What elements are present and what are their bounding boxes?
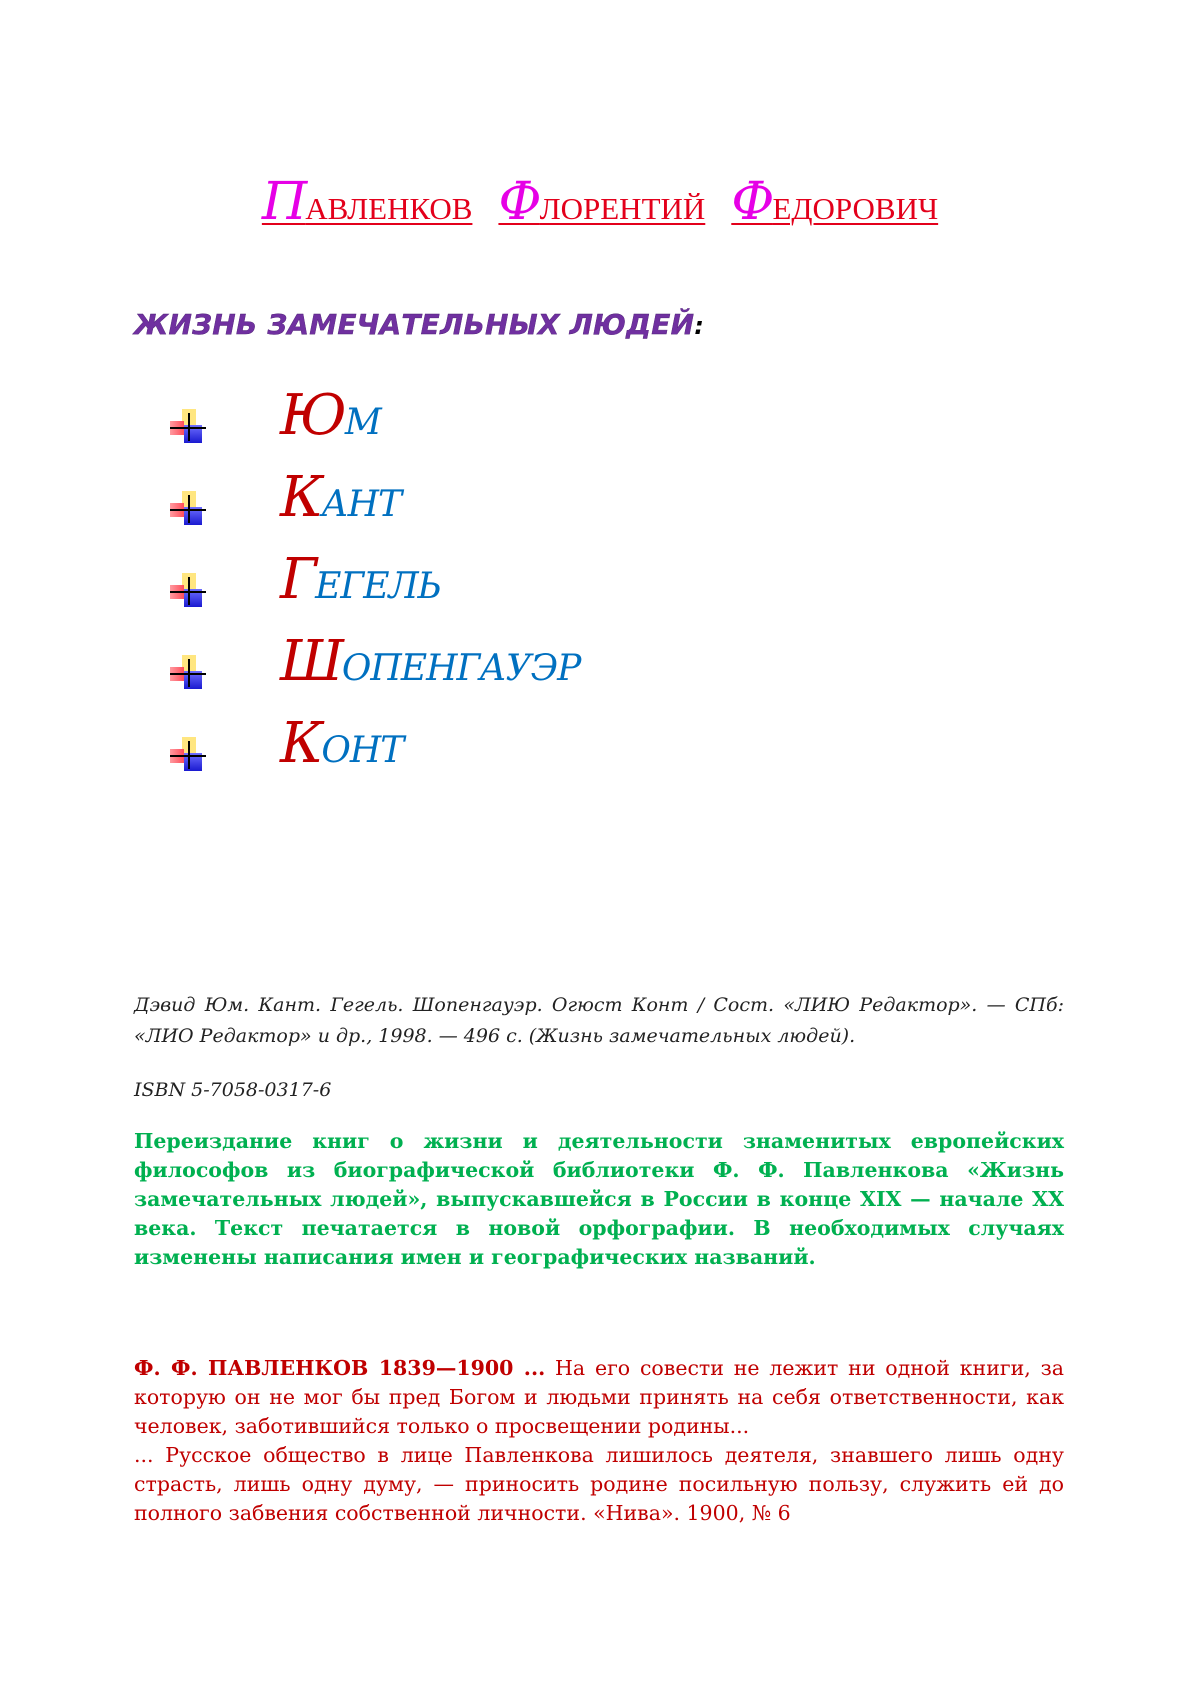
quote-text-2: ... Русское общество в лице Павленкова лишилось деятеля, знавшего лишь одну страсть, лишь одну думу, — приносить родине посильную пользу, служить ей до полного забвения собственной личности. «Нива». 1900, № 6 — [134, 1443, 1064, 1525]
bibliographic-record: Дэвид Юм. Кант. Гегель. Шопенгауэр. Огюст Конт / Сост. «ЛИЮ Редактор». — СПб: «ЛИО Редактор» и др., 1998. — 496 с. (Жизнь замечательных людей). — [134, 994, 1064, 1047]
philosopher-name: ШОПЕНГАУЭР — [280, 629, 581, 694]
title-word-name: ФЛОРЕНТИЙ — [498, 172, 706, 232]
colored-squares-bullet-icon — [170, 737, 206, 773]
annotation: Переиздание книг о жизни и деятельности знаменитых европейских философов из биографической библиотеки Ф. Ф. Павленкова «Жизнь замечательных людей», выпускавшейся в России в конце XIX — начале XX века. Текст печатается в новой орфографии. В необходимых случаях изменены написания имен и географических названий. — [134, 1129, 1064, 1269]
contents-list — [170, 383, 870, 793]
colored-squares-bullet-icon — [170, 655, 206, 691]
philosopher-name: КАНТ — [280, 465, 402, 530]
philosopher-name: КОНТ — [280, 711, 404, 776]
list-item — [170, 465, 870, 547]
quote-text-1: На его совести не лежит ни одной книги, за которую он не мог бы пред Богом и людьми принять на себя ответственности, как человек, заботившийся только о просвещении родины... — [134, 1356, 1064, 1438]
colored-squares-bullet-icon — [170, 491, 206, 527]
list-item — [170, 629, 870, 711]
isbn: ISBN 5-7058-0317-6 — [134, 1079, 332, 1101]
list-item — [170, 711, 870, 793]
title-word-surname: ПАВЛЕНКОВ — [261, 172, 473, 232]
list-item — [170, 383, 870, 465]
list-item — [170, 547, 870, 629]
quote-lead: Ф. Ф. ПАВЛЕНКОВ 1839—1900 ... — [134, 1356, 546, 1380]
obituary-quote — [134, 1354, 1064, 1528]
colored-squares-bullet-icon — [170, 573, 206, 609]
page-title — [0, 172, 1200, 232]
philosopher-name: ЮМ — [280, 383, 381, 448]
title-word-patronymic: ФЕДОРОВИЧ — [731, 172, 939, 232]
series-colon: : — [694, 312, 705, 340]
series-label: ЖИЗНЬ ЗАМЕЧАТЕЛЬНЫХ ЛЮДЕЙ — [134, 308, 695, 341]
colored-squares-bullet-icon — [170, 409, 206, 445]
philosopher-name: ГЕГЕЛЬ — [280, 547, 441, 612]
series-heading — [134, 308, 704, 341]
